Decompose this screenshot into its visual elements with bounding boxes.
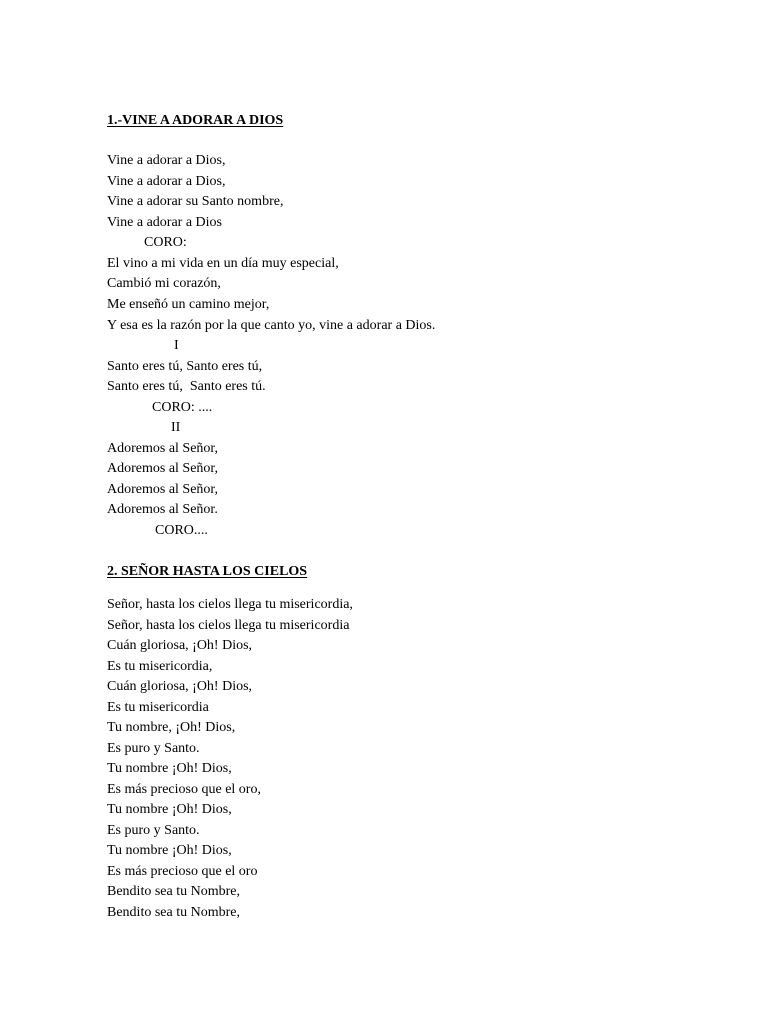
song-1-line: Cambió mi corazón, bbox=[107, 276, 221, 291]
song-2-line: Es más precioso que el oro bbox=[107, 864, 258, 879]
song-1-line: Adoremos al Señor, bbox=[107, 441, 219, 456]
song-1-chorus-marker: CORO: .... bbox=[152, 400, 213, 415]
song-2-line: Señor, hasta los cielos llega tu misericordia bbox=[107, 618, 350, 633]
song-1-chorus-marker: CORO: bbox=[144, 235, 187, 250]
song-1-line: Vine a adorar su Santo nombre, bbox=[107, 194, 284, 209]
song-1-line: Me enseñó un camino mejor, bbox=[107, 297, 270, 312]
song-2-line: Es tu misericordia, bbox=[107, 659, 213, 674]
song-2-line: Tu nombre ¡Oh! Dios, bbox=[107, 761, 232, 776]
song-1-line: Vine a adorar a Dios, bbox=[107, 174, 226, 189]
song-2-line: Cuán gloriosa, ¡Oh! Dios, bbox=[107, 679, 253, 694]
song-1-line: Vine a adorar a Dios bbox=[107, 215, 223, 230]
song-2-line: Tu nombre ¡Oh! Dios, bbox=[107, 843, 232, 858]
song-1-verse-marker: II bbox=[171, 420, 181, 435]
song-2-line: Tu nombre, ¡Oh! Dios, bbox=[107, 720, 236, 735]
song-1-line: Adoremos al Señor, bbox=[107, 461, 219, 476]
song-1-line: Adoremos al Señor. bbox=[107, 502, 218, 517]
song-1-chorus-marker: CORO.... bbox=[155, 523, 208, 538]
song-2-line: Bendito sea tu Nombre, bbox=[107, 884, 240, 899]
song-1-line: El vino a mi vida en un día muy especial, bbox=[107, 256, 339, 271]
song-1-verse-marker: I bbox=[174, 338, 179, 353]
song-1-line: Y esa es la razón por la que canto yo, vine a adorar a Dios. bbox=[107, 318, 436, 333]
song-2-line: Es más precioso que el oro, bbox=[107, 782, 261, 797]
song-1-line: Adoremos al Señor, bbox=[107, 482, 219, 497]
song-2-line: Es puro y Santo. bbox=[107, 823, 200, 838]
song-1-line: Vine a adorar a Dios, bbox=[107, 153, 226, 168]
song-1-title: 1.-VINE A ADORAR A DIOS bbox=[107, 113, 284, 128]
song-2-title: 2. SEÑOR HASTA LOS CIELOS bbox=[107, 564, 308, 579]
song-1-line: Santo eres tú, Santo eres tú. bbox=[107, 379, 266, 394]
song-2-line: Cuán gloriosa, ¡Oh! Dios, bbox=[107, 638, 253, 653]
song-2-line: Bendito sea tu Nombre, bbox=[107, 905, 240, 920]
song-2-line: Señor, hasta los cielos llega tu misericordia, bbox=[107, 597, 353, 612]
song-1-line: Santo eres tú, Santo eres tú, bbox=[107, 359, 263, 374]
song-2-line: Tu nombre ¡Oh! Dios, bbox=[107, 802, 232, 817]
song-2-line: Es puro y Santo. bbox=[107, 741, 200, 756]
song-2-line: Es tu misericordia bbox=[107, 700, 209, 715]
